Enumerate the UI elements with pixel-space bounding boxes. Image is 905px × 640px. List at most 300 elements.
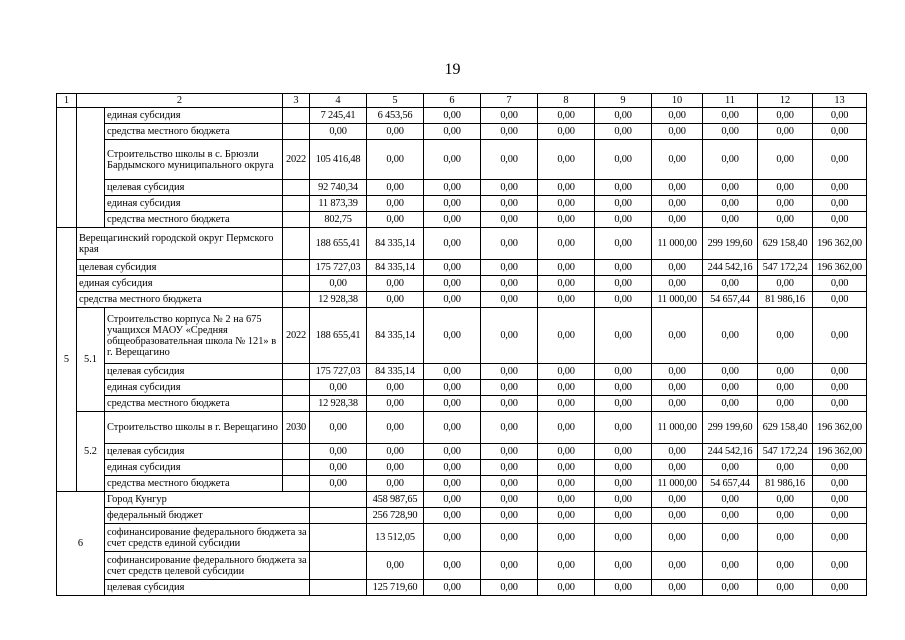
value-cell: 0,00 <box>595 276 652 292</box>
value-cell: 0,00 <box>595 460 652 476</box>
value-cell: 0,00 <box>481 276 538 292</box>
value-cell: 629 158,40 <box>758 228 813 260</box>
row-label: единая субсидия <box>105 196 283 212</box>
value-cell: 0,00 <box>538 552 595 580</box>
table-row <box>57 380 867 396</box>
value-cell: 0,00 <box>538 308 595 364</box>
column-header: 3 <box>283 94 310 108</box>
value-cell: 0,00 <box>758 460 813 476</box>
value-cell: 196 362,00 <box>813 228 867 260</box>
value-cell: 0,00 <box>367 196 424 212</box>
value-cell: 0,00 <box>703 308 758 364</box>
value-cell: 0,00 <box>652 552 703 580</box>
value-cell: 0,00 <box>703 460 758 476</box>
row-label: единая субсидия <box>105 108 283 124</box>
value-cell: 0,00 <box>367 380 424 396</box>
value-cell: 0,00 <box>595 508 652 524</box>
value-cell: 0,00 <box>367 476 424 492</box>
value-cell: 0,00 <box>813 108 867 124</box>
value-cell: 0,00 <box>758 196 813 212</box>
year-cell <box>283 396 310 412</box>
value-cell: 0,00 <box>758 396 813 412</box>
value-cell: 0,00 <box>758 108 813 124</box>
value-cell: 92 740,34 <box>310 180 367 196</box>
value-cell: 0,00 <box>595 212 652 228</box>
value-cell: 11 000,00 <box>652 412 703 444</box>
value-cell: 175 727,03 <box>310 364 367 380</box>
value-cell: 0,00 <box>703 364 758 380</box>
value-cell: 0,00 <box>367 124 424 140</box>
value-cell: 0,00 <box>703 276 758 292</box>
value-cell: 0,00 <box>703 580 758 596</box>
value-cell: 0,00 <box>758 276 813 292</box>
row-label: целевая субсидия <box>105 580 310 596</box>
value-cell: 0,00 <box>652 140 703 180</box>
value-cell: 84 335,14 <box>367 364 424 380</box>
value-cell: 0,00 <box>538 196 595 212</box>
value-cell: 0,00 <box>538 460 595 476</box>
value-cell: 0,00 <box>310 380 367 396</box>
value-cell: 0,00 <box>367 212 424 228</box>
value-cell: 0,00 <box>703 124 758 140</box>
value-cell: 0,00 <box>813 580 867 596</box>
value-cell: 0,00 <box>652 508 703 524</box>
row-label: софинансирование федерального бюджета за счет средств целевой субсидии <box>105 552 310 580</box>
row-label: федеральный бюджет <box>105 508 310 524</box>
row-label: единая субсидия <box>105 380 283 396</box>
value-cell: 0,00 <box>813 460 867 476</box>
table-row <box>57 292 867 308</box>
value-cell: 0,00 <box>424 180 481 196</box>
value-cell: 0,00 <box>538 212 595 228</box>
value-cell: 0,00 <box>424 412 481 444</box>
table-row <box>57 460 867 476</box>
year-cell <box>283 124 310 140</box>
value-cell: 0,00 <box>703 140 758 180</box>
value-cell: 0,00 <box>538 412 595 444</box>
value-cell: 0,00 <box>367 412 424 444</box>
value-cell: 0,00 <box>595 124 652 140</box>
value-cell: 244 542,16 <box>703 444 758 460</box>
table-row <box>57 212 867 228</box>
table-row <box>57 492 867 508</box>
value-cell: 0,00 <box>481 140 538 180</box>
value-cell: 0,00 <box>652 380 703 396</box>
value-cell: 125 719,60 <box>367 580 424 596</box>
value-cell: 0,00 <box>703 492 758 508</box>
value-cell: 81 986,16 <box>758 476 813 492</box>
value-cell: 0,00 <box>538 180 595 196</box>
row-label: софинансирование федерального бюджета за счет средств единой субсидии <box>105 524 310 552</box>
value-cell: 0,00 <box>758 364 813 380</box>
value-cell: 0,00 <box>703 180 758 196</box>
value-cell: 11 000,00 <box>652 228 703 260</box>
value-cell: 0,00 <box>367 444 424 460</box>
value-cell: 0,00 <box>595 196 652 212</box>
value-cell: 11 873,39 <box>310 196 367 212</box>
value-cell: 0,00 <box>595 308 652 364</box>
value-cell: 0,00 <box>424 460 481 476</box>
section-number-cell: 5 <box>57 228 77 492</box>
value-cell: 175 727,03 <box>310 260 367 276</box>
table-row <box>57 508 867 524</box>
value-cell: 54 657,44 <box>703 292 758 308</box>
item-number-cell <box>77 108 105 228</box>
table-row <box>57 180 867 196</box>
table-row <box>57 580 867 596</box>
value-cell: 0,00 <box>481 292 538 308</box>
value-cell: 0,00 <box>424 380 481 396</box>
value-cell: 547 172,24 <box>758 444 813 460</box>
section-number-cell: 6 <box>57 492 105 596</box>
value-cell: 0,00 <box>481 580 538 596</box>
value-cell: 0,00 <box>538 476 595 492</box>
value-cell: 0,00 <box>481 308 538 364</box>
value-cell: 0,00 <box>758 124 813 140</box>
value-cell: 0,00 <box>367 140 424 180</box>
year-cell: 2022 <box>283 308 310 364</box>
item-number-cell: 5.2 <box>77 412 105 492</box>
year-cell <box>283 212 310 228</box>
value-cell: 0,00 <box>538 508 595 524</box>
value-cell: 0,00 <box>652 196 703 212</box>
row-label: единая субсидия <box>77 276 283 292</box>
value-cell: 0,00 <box>538 396 595 412</box>
value-cell: 0,00 <box>758 508 813 524</box>
table-row <box>57 108 867 124</box>
row-label: средства местного бюджета <box>105 476 283 492</box>
year-cell <box>283 196 310 212</box>
value-cell: 0,00 <box>481 412 538 444</box>
value-cell: 0,00 <box>813 292 867 308</box>
row-label: средства местного бюджета <box>105 396 283 412</box>
value-cell: 0,00 <box>424 140 481 180</box>
value-cell: 0,00 <box>703 396 758 412</box>
value-cell: 0,00 <box>652 108 703 124</box>
value-cell: 0,00 <box>652 444 703 460</box>
value-cell: 0,00 <box>538 228 595 260</box>
year-cell <box>283 460 310 476</box>
value-cell: 0,00 <box>367 396 424 412</box>
value-cell: 0,00 <box>481 364 538 380</box>
value-cell: 0,00 <box>703 552 758 580</box>
value-cell: 0,00 <box>595 492 652 508</box>
value-cell: 0,00 <box>595 260 652 276</box>
value-cell: 0,00 <box>538 292 595 308</box>
row-label: единая субсидия <box>105 460 283 476</box>
value-cell: 0,00 <box>424 396 481 412</box>
value-cell: 0,00 <box>481 260 538 276</box>
value-cell: 0,00 <box>481 444 538 460</box>
year-cell <box>283 292 310 308</box>
value-cell: 11 000,00 <box>652 292 703 308</box>
value-cell: 0,00 <box>538 380 595 396</box>
value-cell: 0,00 <box>538 124 595 140</box>
column-header: 5 <box>367 94 424 108</box>
value-cell: 0,00 <box>595 364 652 380</box>
value-cell: 0,00 <box>813 508 867 524</box>
value-cell: 0,00 <box>703 196 758 212</box>
value-cell: 0,00 <box>424 292 481 308</box>
value-cell: 0,00 <box>595 292 652 308</box>
value-cell: 196 362,00 <box>813 412 867 444</box>
value-cell: 0,00 <box>481 108 538 124</box>
budget-table <box>56 93 867 596</box>
year-cell <box>283 108 310 124</box>
value-cell: 0,00 <box>481 460 538 476</box>
value-cell: 0,00 <box>652 260 703 276</box>
value-cell: 0,00 <box>538 108 595 124</box>
value-cell: 0,00 <box>481 228 538 260</box>
value-cell: 0,00 <box>758 552 813 580</box>
value-cell: 196 362,00 <box>813 260 867 276</box>
year-cell <box>283 476 310 492</box>
table-row <box>57 260 867 276</box>
value-cell: 0,00 <box>481 212 538 228</box>
table-row <box>57 396 867 412</box>
value-cell: 0,00 <box>424 212 481 228</box>
value-cell: 0,00 <box>538 580 595 596</box>
value-cell: 0,00 <box>595 412 652 444</box>
value-cell: 0,00 <box>703 508 758 524</box>
table-row <box>57 524 867 552</box>
value-cell: 0,00 <box>424 196 481 212</box>
value-cell: 0,00 <box>652 460 703 476</box>
row-label: целевая субсидия <box>77 260 283 276</box>
value-cell: 0,00 <box>652 492 703 508</box>
row-label: Город Кунгур <box>105 492 310 508</box>
value-cell: 547 172,24 <box>758 260 813 276</box>
value-cell: 0,00 <box>538 276 595 292</box>
year-cell <box>310 492 367 508</box>
value-cell: 0,00 <box>367 552 424 580</box>
value-cell: 0,00 <box>424 260 481 276</box>
value-cell: 0,00 <box>652 124 703 140</box>
value-cell: 0,00 <box>652 276 703 292</box>
value-cell: 0,00 <box>367 292 424 308</box>
column-header: 13 <box>813 94 867 108</box>
value-cell: 629 158,40 <box>758 412 813 444</box>
value-cell: 458 987,65 <box>367 492 424 508</box>
value-cell: 0,00 <box>424 228 481 260</box>
value-cell: 0,00 <box>424 580 481 596</box>
value-cell: 0,00 <box>481 524 538 552</box>
row-label: средства местного бюджета <box>105 124 283 140</box>
row-label: целевая субсидия <box>105 444 283 460</box>
table-row <box>57 140 867 180</box>
value-cell: 0,00 <box>481 380 538 396</box>
value-cell: 84 335,14 <box>367 308 424 364</box>
value-cell: 0,00 <box>538 524 595 552</box>
value-cell: 0,00 <box>652 364 703 380</box>
value-cell: 0,00 <box>424 508 481 524</box>
value-cell: 105 416,48 <box>310 140 367 180</box>
row-label: средства местного бюджета <box>105 212 283 228</box>
row-label: Строительство корпуса № 2 на 675 учащихся МАОУ «Средняя общеобразовательная школа № 121» в г. Верещагино <box>105 308 283 364</box>
value-cell: 0,00 <box>703 212 758 228</box>
value-cell: 0,00 <box>538 492 595 508</box>
column-header: 11 <box>703 94 758 108</box>
value-cell: 0,00 <box>424 492 481 508</box>
row-label: Строительство школы в с. Брюзли Бардымского муниципального округа <box>105 140 283 180</box>
column-header: 12 <box>758 94 813 108</box>
value-cell: 81 986,16 <box>758 292 813 308</box>
year-cell <box>283 228 310 260</box>
table-row <box>57 124 867 140</box>
value-cell: 0,00 <box>424 524 481 552</box>
value-cell: 0,00 <box>310 476 367 492</box>
year-cell <box>283 380 310 396</box>
column-header: 9 <box>595 94 652 108</box>
value-cell: 0,00 <box>813 308 867 364</box>
value-cell: 0,00 <box>758 524 813 552</box>
column-header: 8 <box>538 94 595 108</box>
year-cell <box>283 180 310 196</box>
value-cell: 0,00 <box>538 444 595 460</box>
section-number-cell <box>57 108 77 228</box>
value-cell: 0,00 <box>758 380 813 396</box>
table-row <box>57 276 867 292</box>
year-cell <box>310 524 367 552</box>
value-cell: 0,00 <box>424 308 481 364</box>
value-cell: 0,00 <box>481 492 538 508</box>
value-cell: 0,00 <box>595 180 652 196</box>
column-header: 2 <box>77 94 283 108</box>
value-cell: 0,00 <box>595 552 652 580</box>
value-cell: 0,00 <box>595 108 652 124</box>
page-number: 19 <box>444 61 461 78</box>
value-cell: 0,00 <box>424 364 481 380</box>
table-row <box>57 364 867 380</box>
value-cell: 256 728,90 <box>367 508 424 524</box>
year-cell: 2022 <box>283 140 310 180</box>
year-cell <box>283 260 310 276</box>
value-cell: 6 453,56 <box>367 108 424 124</box>
value-cell: 0,00 <box>758 180 813 196</box>
value-cell: 0,00 <box>424 552 481 580</box>
value-cell: 0,00 <box>595 444 652 460</box>
value-cell: 0,00 <box>813 476 867 492</box>
value-cell: 0,00 <box>813 364 867 380</box>
value-cell: 0,00 <box>595 476 652 492</box>
value-cell: 0,00 <box>424 124 481 140</box>
value-cell: 0,00 <box>652 212 703 228</box>
value-cell: 244 542,16 <box>703 260 758 276</box>
value-cell: 299 199,60 <box>703 228 758 260</box>
table-row <box>57 196 867 212</box>
value-cell: 0,00 <box>481 180 538 196</box>
table-row <box>57 412 867 444</box>
value-cell: 0,00 <box>424 444 481 460</box>
value-cell: 802,75 <box>310 212 367 228</box>
value-cell: 0,00 <box>367 276 424 292</box>
value-cell: 0,00 <box>813 140 867 180</box>
value-cell: 0,00 <box>758 580 813 596</box>
value-cell: 54 657,44 <box>703 476 758 492</box>
value-cell: 0,00 <box>652 308 703 364</box>
table-body <box>57 94 867 596</box>
value-cell: 84 335,14 <box>367 260 424 276</box>
row-label: Верещагинский городской округ Пермского края <box>77 228 283 260</box>
value-cell: 0,00 <box>481 508 538 524</box>
year-cell <box>283 276 310 292</box>
column-header: 6 <box>424 94 481 108</box>
value-cell: 0,00 <box>703 380 758 396</box>
value-cell: 0,00 <box>481 476 538 492</box>
value-cell: 0,00 <box>813 276 867 292</box>
value-cell: 0,00 <box>424 276 481 292</box>
value-cell: 0,00 <box>703 524 758 552</box>
value-cell: 0,00 <box>813 124 867 140</box>
value-cell: 0,00 <box>703 108 758 124</box>
value-cell: 0,00 <box>481 124 538 140</box>
table-row <box>57 552 867 580</box>
year-cell <box>310 508 367 524</box>
value-cell: 0,00 <box>595 140 652 180</box>
value-cell: 12 928,38 <box>310 292 367 308</box>
value-cell: 0,00 <box>758 212 813 228</box>
value-cell: 0,00 <box>538 140 595 180</box>
table-row <box>57 476 867 492</box>
value-cell: 0,00 <box>595 228 652 260</box>
value-cell: 0,00 <box>813 212 867 228</box>
value-cell: 0,00 <box>310 412 367 444</box>
value-cell: 12 928,38 <box>310 396 367 412</box>
value-cell: 0,00 <box>538 364 595 380</box>
value-cell: 0,00 <box>813 396 867 412</box>
column-header: 10 <box>652 94 703 108</box>
value-cell: 0,00 <box>652 524 703 552</box>
value-cell: 0,00 <box>813 492 867 508</box>
value-cell: 7 245,41 <box>310 108 367 124</box>
value-cell: 0,00 <box>310 444 367 460</box>
value-cell: 0,00 <box>595 396 652 412</box>
year-cell: 2030 <box>283 412 310 444</box>
value-cell: 0,00 <box>481 552 538 580</box>
column-header: 4 <box>310 94 367 108</box>
value-cell: 299 199,60 <box>703 412 758 444</box>
column-header: 7 <box>481 94 538 108</box>
value-cell: 0,00 <box>595 580 652 596</box>
value-cell: 0,00 <box>538 260 595 276</box>
value-cell: 84 335,14 <box>367 228 424 260</box>
row-label: средства местного бюджета <box>77 292 283 308</box>
value-cell: 0,00 <box>652 180 703 196</box>
table-row <box>57 444 867 460</box>
value-cell: 0,00 <box>813 552 867 580</box>
value-cell: 188 655,41 <box>310 228 367 260</box>
value-cell: 13 512,05 <box>367 524 424 552</box>
value-cell: 188 655,41 <box>310 308 367 364</box>
value-cell: 0,00 <box>424 476 481 492</box>
value-cell: 0,00 <box>813 380 867 396</box>
year-cell <box>283 364 310 380</box>
value-cell: 0,00 <box>595 524 652 552</box>
value-cell: 0,00 <box>367 180 424 196</box>
value-cell: 0,00 <box>652 396 703 412</box>
row-label: целевая субсидия <box>105 364 283 380</box>
value-cell: 0,00 <box>310 460 367 476</box>
value-cell: 0,00 <box>813 196 867 212</box>
year-cell <box>283 444 310 460</box>
row-label: целевая субсидия <box>105 180 283 196</box>
value-cell: 0,00 <box>758 140 813 180</box>
value-cell: 0,00 <box>758 308 813 364</box>
table-row <box>57 228 867 260</box>
item-number-cell: 5.1 <box>77 308 105 412</box>
value-cell: 0,00 <box>367 460 424 476</box>
year-cell <box>310 580 367 596</box>
